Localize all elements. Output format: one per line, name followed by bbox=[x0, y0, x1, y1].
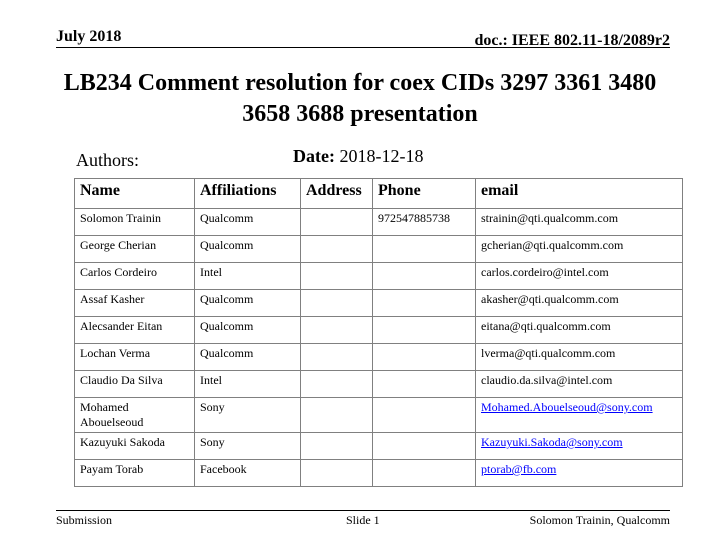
author-name-cell: Lochan Verma bbox=[75, 344, 195, 371]
table-row bbox=[75, 460, 683, 487]
author-email-cell: eitana@qti.qualcomm.com bbox=[476, 317, 683, 344]
author-affiliation-cell: Facebook bbox=[195, 460, 301, 487]
author-address-cell bbox=[301, 236, 373, 263]
authors-table bbox=[74, 178, 683, 487]
author-email-cell: lverma@qti.qualcomm.com bbox=[476, 344, 683, 371]
author-affiliation-cell: Qualcomm bbox=[195, 344, 301, 371]
author-email-cell bbox=[476, 460, 683, 487]
slide-title: LB234 Comment resolution for coex CIDs 3297 3361 3480 3658 3688 presentation bbox=[63, 70, 657, 127]
table-row bbox=[75, 398, 683, 433]
author-affiliation-cell: Intel bbox=[195, 263, 301, 290]
author-email-cell: carlos.cordeiro@intel.com bbox=[476, 263, 683, 290]
table-row bbox=[75, 344, 683, 371]
email-link[interactable]: Kazuyuki.Sakoda@sony.com bbox=[481, 435, 623, 449]
table-row bbox=[75, 263, 683, 290]
footer-submission: Submission bbox=[56, 513, 113, 527]
column-header-affiliations: Affiliations bbox=[195, 179, 301, 209]
footer-author: Solomon Trainin, Qualcomm bbox=[529, 513, 670, 527]
author-phone-cell bbox=[373, 460, 476, 487]
column-header-phone: Phone bbox=[373, 179, 476, 209]
author-phone-cell bbox=[373, 398, 476, 433]
author-address-cell bbox=[301, 398, 373, 433]
footer-slide-number: Slide 1 bbox=[346, 513, 380, 527]
author-email-cell: strainin@qti.qualcomm.com bbox=[476, 209, 683, 236]
table-row bbox=[75, 371, 683, 398]
header-doc-id: doc.: IEEE 802.11-18/2089r2 bbox=[474, 32, 670, 49]
author-address-cell bbox=[301, 371, 373, 398]
table-row bbox=[75, 290, 683, 317]
author-email-cell: claudio.da.silva@intel.com bbox=[476, 371, 683, 398]
column-header-email: email bbox=[476, 179, 683, 209]
author-name-cell: Claudio Da Silva bbox=[75, 371, 195, 398]
author-name-cell: Kazuyuki Sakoda bbox=[75, 433, 195, 460]
author-email-cell bbox=[476, 398, 683, 433]
author-affiliation-cell: Qualcomm bbox=[195, 236, 301, 263]
author-email-cell: gcherian@qti.qualcomm.com bbox=[476, 236, 683, 263]
author-address-cell bbox=[301, 290, 373, 317]
author-email-cell bbox=[476, 433, 683, 460]
date-value: 2018-12-18 bbox=[339, 146, 424, 166]
date-label: Date: bbox=[293, 146, 335, 166]
author-affiliation-cell: Intel bbox=[195, 371, 301, 398]
author-name-cell: Assaf Kasher bbox=[75, 290, 195, 317]
author-name-cell: Alecsander Eitan bbox=[75, 317, 195, 344]
author-phone-cell bbox=[373, 317, 476, 344]
author-phone-cell bbox=[373, 290, 476, 317]
author-name-cell: Mohamed Abouelseoud bbox=[75, 398, 195, 433]
author-phone-cell bbox=[373, 263, 476, 290]
author-name-cell: Carlos Cordeiro bbox=[75, 263, 195, 290]
table-row bbox=[75, 317, 683, 344]
table-header-row bbox=[75, 179, 683, 209]
table-row bbox=[75, 209, 683, 236]
author-affiliation-cell: Sony bbox=[195, 398, 301, 433]
author-phone-cell bbox=[373, 433, 476, 460]
author-address-cell bbox=[301, 263, 373, 290]
author-email-cell: akasher@qti.qualcomm.com bbox=[476, 290, 683, 317]
author-affiliation-cell: Qualcomm bbox=[195, 209, 301, 236]
column-header-address: Address bbox=[301, 179, 373, 209]
author-address-cell bbox=[301, 433, 373, 460]
author-phone-cell: 972547885738 bbox=[373, 209, 476, 236]
email-link[interactable]: ptorab@fb.com bbox=[481, 462, 557, 476]
authors-label: Authors: bbox=[76, 150, 139, 170]
author-name-cell: George Cherian bbox=[75, 236, 195, 263]
author-address-cell bbox=[301, 317, 373, 344]
column-header-name: Name bbox=[75, 179, 195, 209]
table-row bbox=[75, 433, 683, 460]
email-link[interactable]: Mohamed.Abouelseoud@sony.com bbox=[481, 400, 653, 414]
table-row bbox=[75, 236, 683, 263]
author-phone-cell bbox=[373, 236, 476, 263]
header-divider bbox=[56, 47, 670, 48]
author-address-cell bbox=[301, 460, 373, 487]
author-affiliation-cell: Qualcomm bbox=[195, 290, 301, 317]
author-address-cell bbox=[301, 209, 373, 236]
author-affiliation-cell: Qualcomm bbox=[195, 317, 301, 344]
author-phone-cell bbox=[373, 371, 476, 398]
footer-divider bbox=[56, 510, 670, 511]
author-phone-cell bbox=[373, 344, 476, 371]
author-address-cell bbox=[301, 344, 373, 371]
author-name-cell: Solomon Trainin bbox=[75, 209, 195, 236]
author-affiliation-cell: Sony bbox=[195, 433, 301, 460]
header-date: July 2018 bbox=[56, 28, 122, 45]
author-name-cell: Payam Torab bbox=[75, 460, 195, 487]
date-line bbox=[293, 146, 423, 167]
